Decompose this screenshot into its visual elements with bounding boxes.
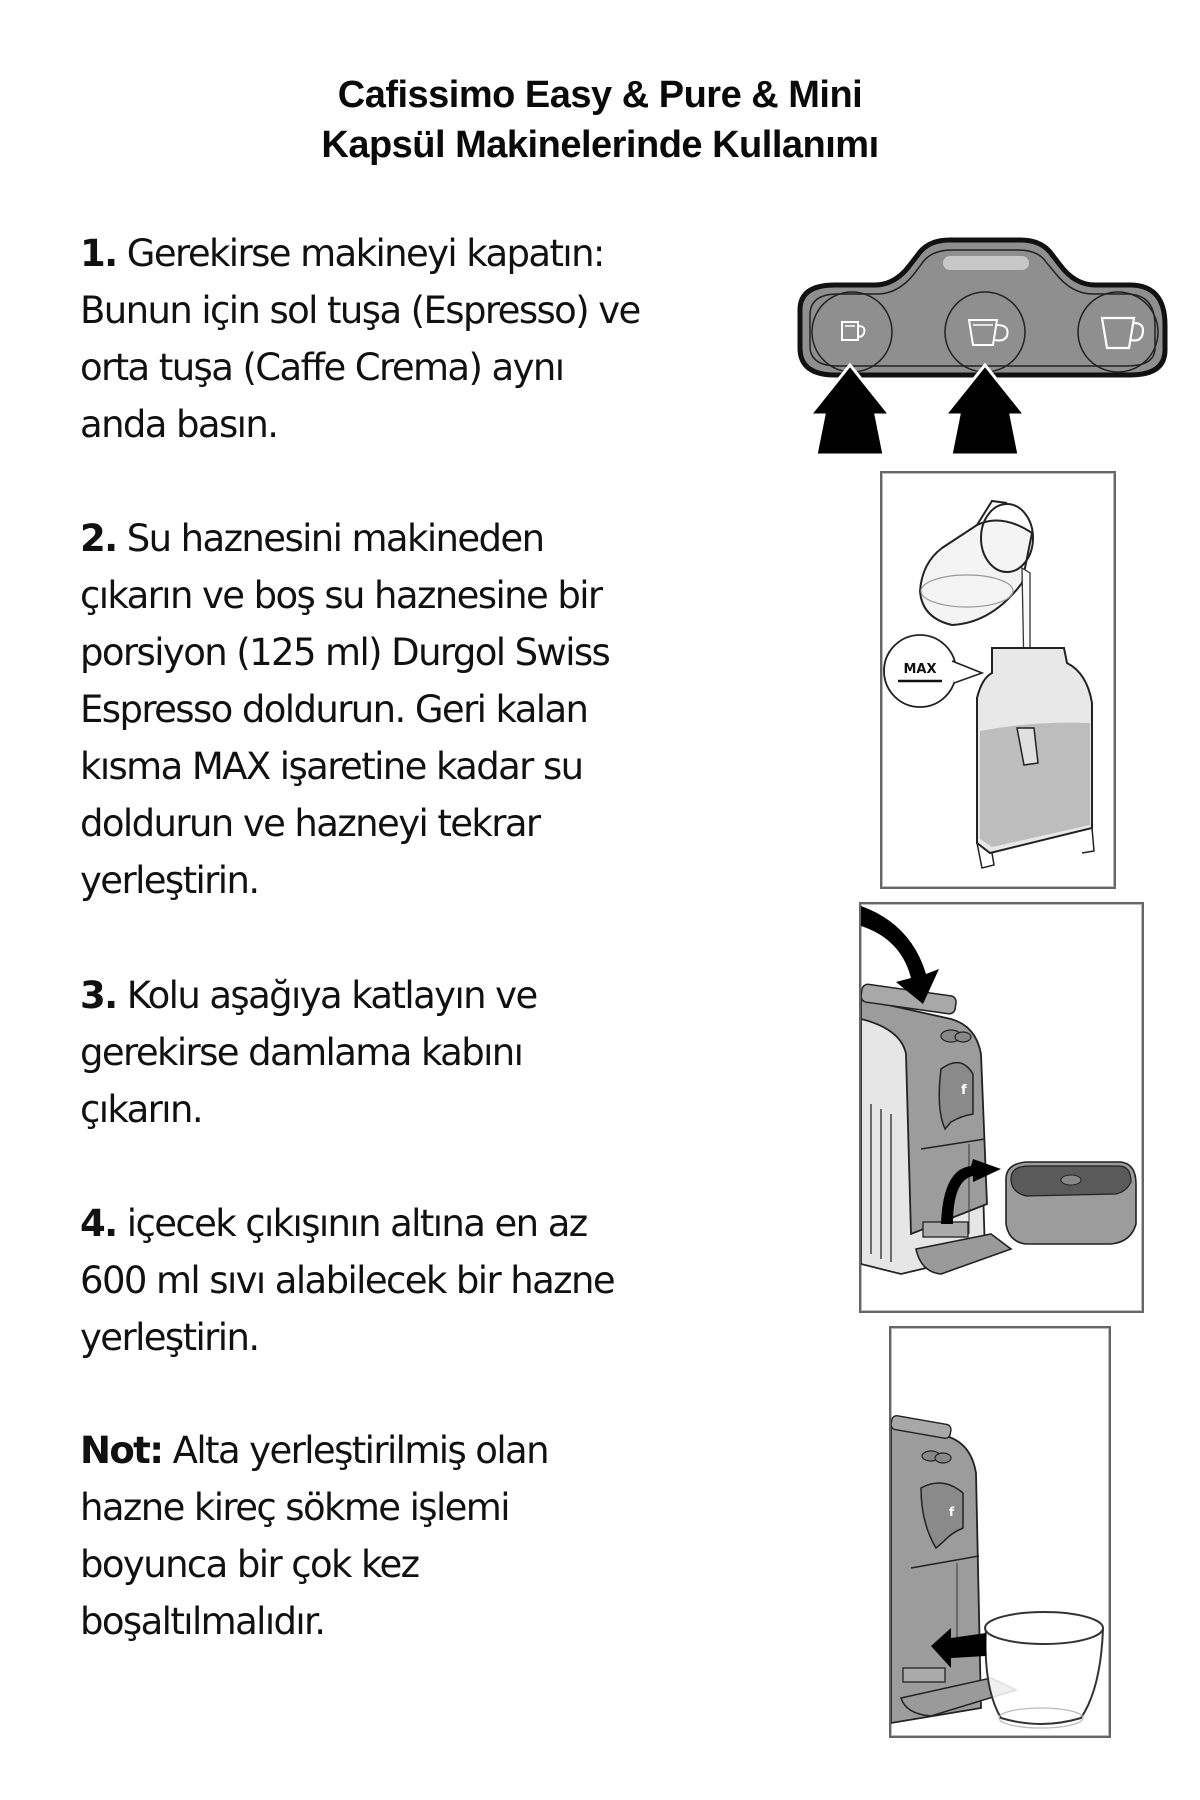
svg-text:f: f [961,1083,967,1098]
lever-and-drip-tray-illustration [859,902,1144,1313]
water-tank-icon [977,648,1094,868]
press-arrow-icon [810,365,890,455]
note [80,1422,740,1650]
step-1 [80,225,740,453]
title-line-2: Kapsül Makinelerinde Kullanımı [321,124,879,166]
step-number: 4. [80,1202,117,1245]
coffee-machine-icon [861,984,1011,1274]
step-text-line: gerekirse damlama kabını [80,1031,523,1074]
step-text-line: porsiyon (125 ml) Durgol Swiss [80,631,610,674]
step-text-line: Su haznesini makineden [126,517,544,560]
step-text-line: yerleştirin. [80,1316,259,1359]
max-label: MAX [903,662,937,677]
step-2 [80,510,740,909]
container-under-outlet-illustration [889,1326,1111,1738]
max-level-callout [884,635,982,707]
press-arrow-icon [945,365,1025,455]
step-text-line: 600 ml sıvı alabilecek bir hazne [80,1259,614,1302]
status-light-icon [943,256,1029,270]
pouring-jug-icon [920,501,1033,625]
container-cup-icon [985,1612,1103,1728]
note-text-line: boşaltılmalıdır. [80,1600,325,1643]
step-number: 3. [80,974,117,1017]
note-label: Not: [80,1429,163,1472]
control-panel-illustration [780,230,1180,455]
step-text-line: Kolu aşağıya katlayın ve [126,974,537,1017]
step-text-line: Espresso doldurun. Geri kalan [80,688,588,731]
step-number: 2. [80,517,117,560]
step-text-line: yerleştirin. [80,859,259,902]
step-text-line: anda basın. [80,403,278,446]
title-line-1: Cafissimo Easy & Pure & Mini [337,74,863,116]
step-text-line: çıkarın. [80,1088,202,1131]
note-text-line: Alta yerleştirilmiş olan [172,1429,548,1472]
step-text-line: içecek çıkışının altına en az [126,1202,587,1245]
svg-text:f: f [949,1505,955,1519]
note-text-line: boyunca bir çok kez [80,1543,419,1586]
step-text-line: kısma MAX işaretine kadar su [80,745,583,788]
step-3 [80,967,740,1138]
step-text-line: Gerekirse makineyi kapatın: [126,232,604,275]
note-text-line: hazne kireç sökme işlemi [80,1486,509,1529]
step-4 [80,1195,740,1366]
water-tank-illustration [880,471,1116,889]
step-text-line: doldurun ve hazneyi tekrar [80,802,540,845]
step-text-line: Bunun için sol tuşa (Espresso) ve [80,289,640,332]
step-text-line: çıkarın ve boş su haznesine bir [80,574,602,617]
step-number: 1. [80,232,117,275]
page-title [0,70,1200,170]
drip-tray-icon [1006,1162,1136,1244]
step-text-line: orta tuşa (Caffe Crema) aynı [80,346,564,389]
